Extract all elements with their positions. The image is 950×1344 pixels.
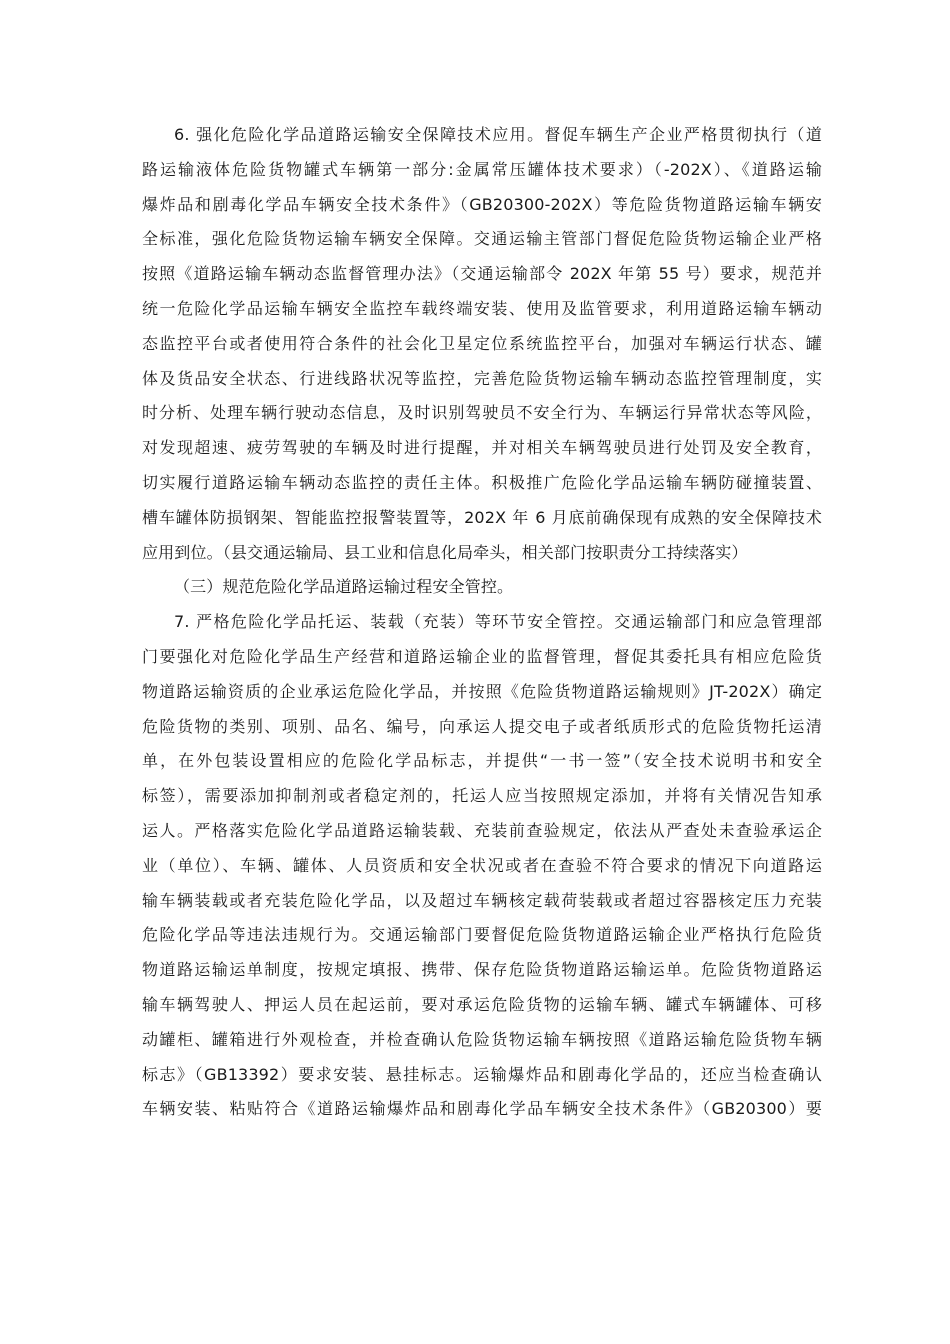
text-line: 动罐柜、罐箱进行外观检查，并检查确认危险货物运输车辆按照《道路运输危险货物车辆 xyxy=(142,1029,822,1049)
text-line: 统一危险化学品运输车辆安全监控车载终端安装、使用及监管要求，利用道路运输车辆动 xyxy=(142,298,822,318)
text-line: 时分析、处理车辆行驶动态信息，及时识别驾驶员不安全行为、车辆运行异常状态等风险， xyxy=(142,403,822,423)
text-line: 7. 严格危险化学品托运、装载（充装）等环节安全管控。交通运输部门和应急管理部 xyxy=(174,612,822,632)
text-line: 运人。严格落实危险化学品道路运输装载、充装前查验规定，依法从严查处未查验承运企 xyxy=(142,820,822,840)
text-line: 路运输液体危险货物罐式车辆第一部分:金属常压罐体技术要求）（-202X）、《道路运输 xyxy=(142,159,822,179)
text-line: 体及货品安全状态、行进线路状况等监控，完善危险货物运输车辆动态监控管理制度，实 xyxy=(142,368,822,388)
text-line: 全标准，强化危险货物运输车辆安全保障。交通运输主管部门督促危险货物运输企业严格 xyxy=(142,229,822,249)
text-line: 输车辆驾驶人、押运人员在起运前，要对承运危险货物的运输车辆、罐式车辆罐体、可移 xyxy=(142,994,822,1014)
text-line: 按照《道路运输车辆动态监督管理办法》（交通运输部令 202X 年第 55 号）要求，规范并 xyxy=(142,264,822,284)
text-line: 危险货物的类别、项别、品名、编号，向承运人提交电子或者纸质形式的危险货物托运清 xyxy=(142,716,822,736)
text-line: 对发现超速、疲劳驾驶的车辆及时进行提醒，并对相关车辆驾驶员进行处罚及安全教育， xyxy=(142,438,822,458)
section-heading-text: （三）规范危险化学品道路运输过程安全管控。 xyxy=(174,577,514,597)
text-line: 态监控平台或者使用符合条件的社会化卫星定位系统监控平台，加强对车辆运行状态、罐 xyxy=(142,333,822,353)
text-line: 切实履行道路运输车辆动态监控的责任主体。积极推广危险化学品运输车辆防碰撞装置、 xyxy=(142,472,822,492)
text-line: 危险化学品等违法违规行为。交通运输部门要督促危险货物道路运输企业严格执行危险货 xyxy=(142,925,822,945)
text-line: 爆炸品和剧毒化学品车辆安全技术条件》（GB20300-202X）等危险货物道路运输车辆安 xyxy=(142,194,822,214)
text-line: 车辆安装、粘贴符合《道路运输爆炸品和剧毒化学品车辆安全技术条件》（GB20300）要 xyxy=(142,1099,822,1119)
text-line: 门要强化对危险化学品生产经营和道路运输企业的监督管理，督促其委托具有相应危险货 xyxy=(142,646,822,666)
text-line: 应用到位。（县交通运输局、县工业和信息化局牵头，相关部门按职责分工持续落实） xyxy=(142,542,748,562)
section-heading xyxy=(142,570,822,605)
text-line: 标志》（GB13392）要求安装、悬挂标志。运输爆炸品和剧毒化学品的，还应当检查确认 xyxy=(142,1064,822,1084)
text-line: 物道路运输运单制度，按规定填报、携带、保存危险货物道路运输运单。危险货物道路运 xyxy=(142,960,822,980)
text-line: 单，在外包装设置相应的危险化学品标志，并提供“一书一签”（安全技术说明书和安全 xyxy=(142,751,822,771)
paragraph-item-6 xyxy=(142,118,822,570)
text-line: 业（单位）、车辆、罐体、人员资质和安全状况或者在查验不符合要求的情况下向道路运 xyxy=(142,855,822,875)
text-line: 槽车罐体防损钢架、智能监控报警装置等，202X 年 6 月底前确保现有成熟的安全保障技术 xyxy=(142,507,822,527)
text-line: 标签），需要添加抑制剂或者稳定剂的，托运人应当按照规定添加，并将有关情况告知承 xyxy=(142,786,822,806)
text-line: 输车辆装载或者充装危险化学品，以及超过车辆核定载荷装载或者超过容器核定压力充装 xyxy=(142,890,822,910)
document-body xyxy=(142,118,822,1127)
paragraph-item-7 xyxy=(142,605,822,1127)
text-line: 物道路运输资质的企业承运危险化学品，并按照《危险货物道路运输规则》JT-202X）确定 xyxy=(142,681,822,701)
text-line: 6. 强化危险化学品道路运输安全保障技术应用。督促车辆生产企业严格贯彻执行（道 xyxy=(174,125,822,144)
